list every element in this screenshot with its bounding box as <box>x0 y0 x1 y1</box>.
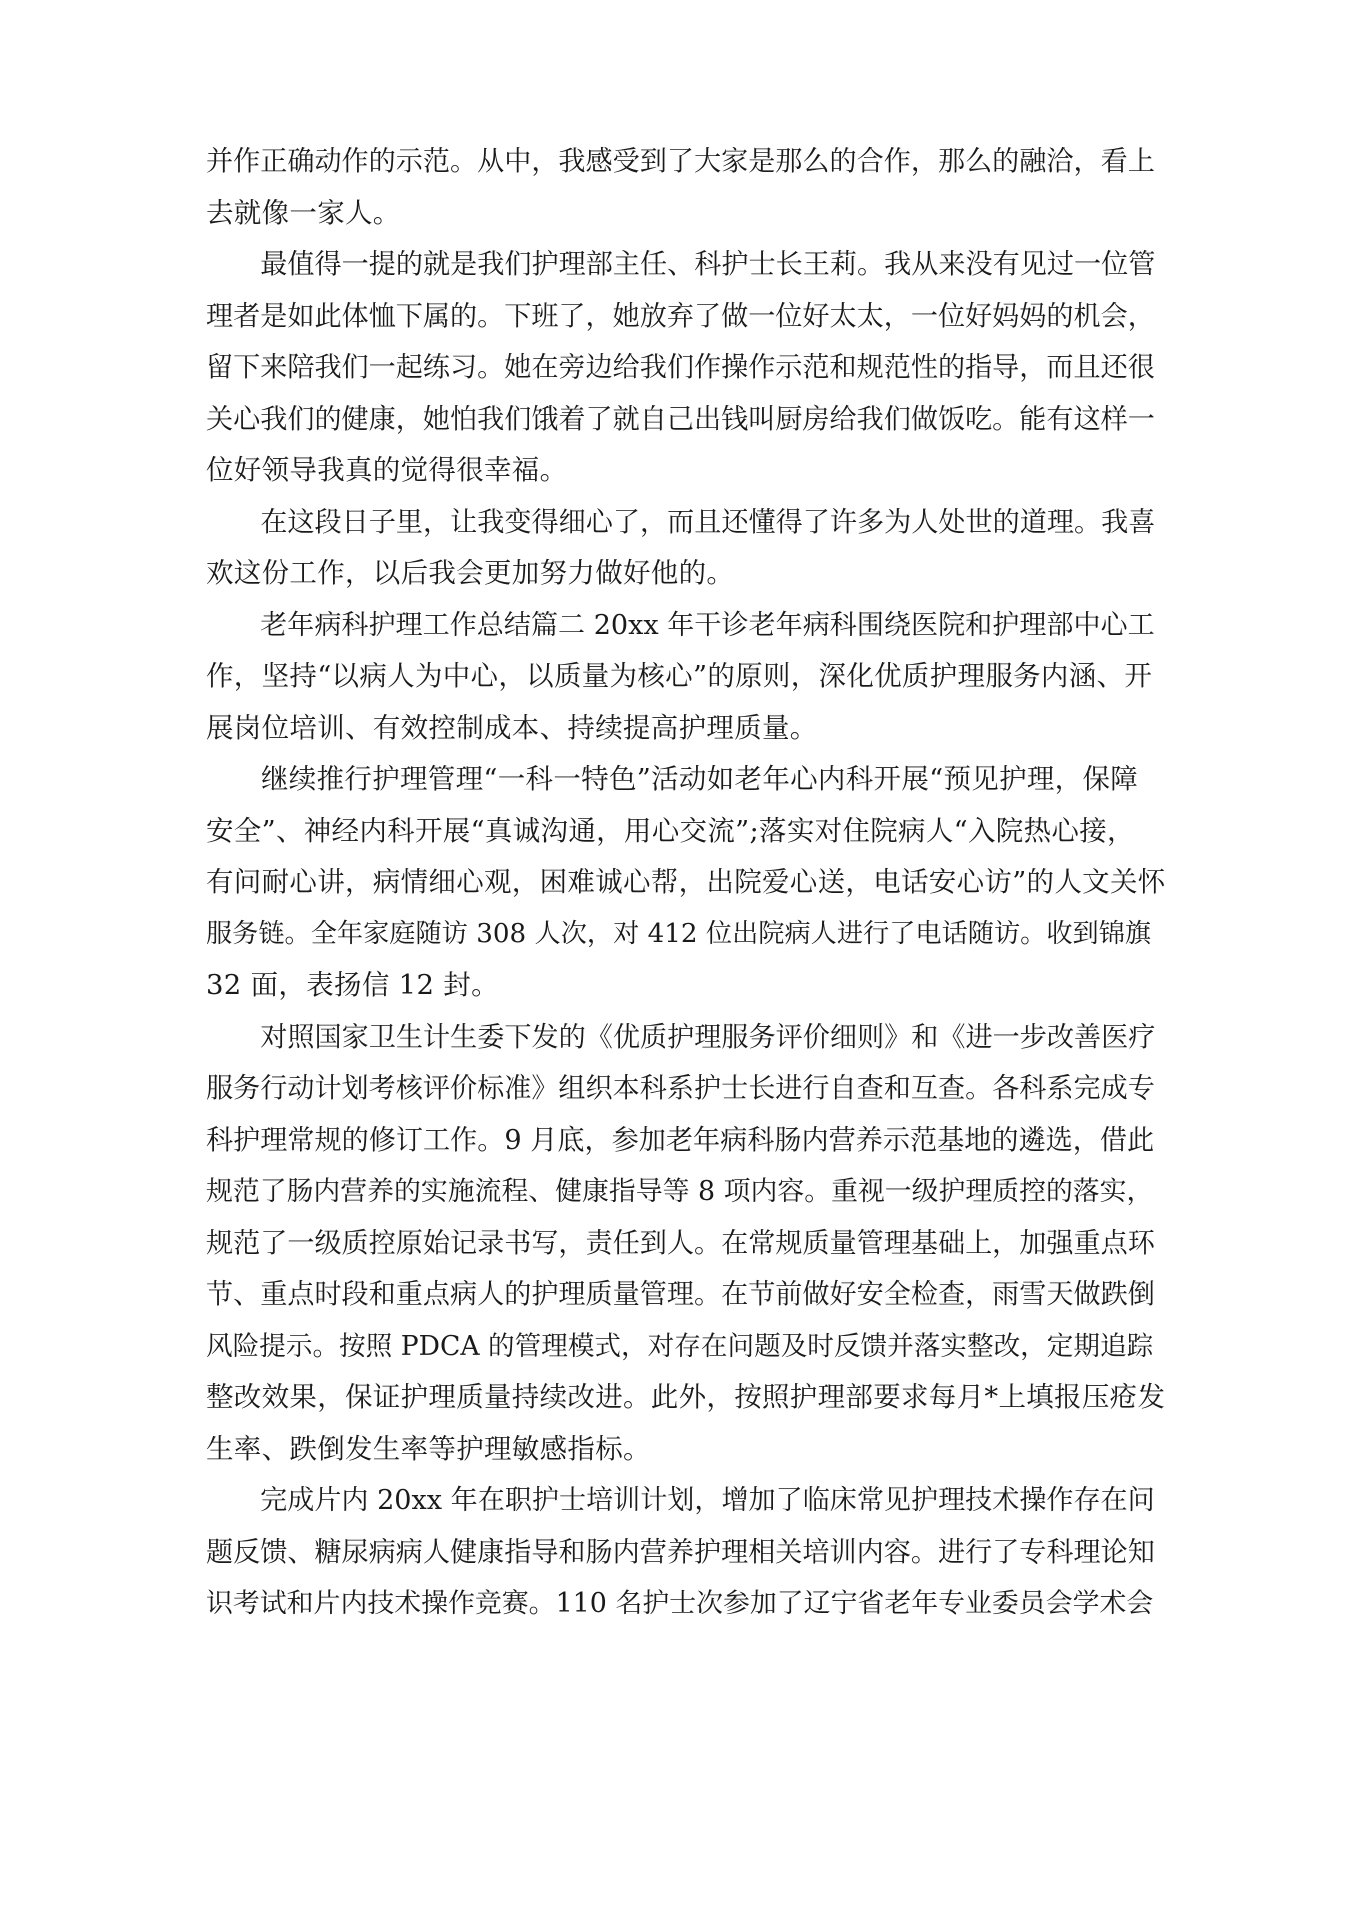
paragraph-line: 并作正确动作的示范。从中，我感受到了大家是那么的合作，那么的融洽，看上 <box>206 146 1155 177</box>
paragraph-line: 在这段日子里，让我变得细心了，而且还懂得了许多为人处世的道理。我喜 <box>260 506 1156 538</box>
paragraph-line: 老年病科护理工作总结篇二 20xx 年干诊老年病科围绕医院和护理部中心工 <box>260 609 1155 641</box>
paragraph <box>206 497 1166 600</box>
paragraph-line: 生率、跌倒发生率等护理敏感指标。 <box>206 1432 651 1465</box>
paragraph <box>206 1475 1166 1630</box>
paragraph-line: 去就像一家人。 <box>206 196 401 229</box>
paragraph-line: 关心我们的健康，她怕我们饿着了就自己出钱叫厨房给我们做饭吃。能有这样一 <box>206 403 1155 435</box>
paragraph-line: 服务行动计划考核评价标准》组织本科系护士长进行自查和互查。各科系完成专 <box>206 1073 1155 1104</box>
paragraph-line: 风险提示。按照 PDCA 的管理模式，对存在问题及时反馈并落实整改，定期追踪 <box>206 1330 1154 1362</box>
paragraph-line: 理者是如此体恤下属的。下班了，她放弃了做一位好太太，一位好妈妈的机会， <box>206 300 1155 332</box>
paragraph-line: 整改效果，保证护理质量持续改进。此外，按照护理部要求每月*上填报压疮发 <box>206 1381 1166 1413</box>
paragraph-line: 科护理常规的修订工作。9 月底，参加老年病科肠内营养示范基地的遴选，借此 <box>206 1124 1155 1156</box>
paragraph-line: 最值得一提的就是我们护理部主任、科护士长王莉。我从来没有见过一位管 <box>260 249 1156 280</box>
paragraph-line: 规范了肠内营养的实施流程、健康指导等 8 项内容。重视一级护理质控的落实， <box>206 1176 1154 1207</box>
paragraph-line: 安全”、神经内科开展“真诚沟通，用心交流”;落实对住院病人“入院热心接， <box>206 814 1135 847</box>
paragraph <box>206 239 1166 497</box>
paragraph-line: 有问耐心讲，病情细心观，困难诚心帮，出院爱心送，电话安心访”的人文关怀 <box>206 866 1166 898</box>
paragraph <box>206 600 1166 755</box>
paragraph <box>206 136 1166 239</box>
paragraph-line: 32 面，表扬信 12 封。 <box>206 969 499 1001</box>
paragraph-line: 规范了一级质控原始记录书写，责任到人。在常规质量管理基础上，加强重点环 <box>206 1227 1155 1259</box>
paragraph-line: 识考试和片内技术操作竞赛。110 名护士次参加了辽宁省老年专业委员会学术会 <box>206 1588 1154 1619</box>
paragraph-line: 服务链。全年家庭随访 308 人次，对 412 位出院病人进行了电话随访。收到锦旗 <box>206 918 1152 949</box>
paragraph <box>206 754 1166 1012</box>
paragraph-line: 欢这份工作，以后我会更加努力做好他的。 <box>206 557 735 589</box>
paragraph-line: 作，坚持“以病人为中心，以质量为核心”的原则，深化优质护理服务内涵、开 <box>206 660 1153 692</box>
paragraph-line: 继续推行护理管理“一科一特色”活动如老年心内科开展“预见护理，保障 <box>261 763 1139 795</box>
paragraph-line: 题反馈、糖尿病病人健康指导和肠内营养护理相关培训内容。进行了专科理论知 <box>206 1536 1155 1568</box>
paragraph <box>206 1012 1166 1476</box>
paragraph-line: 完成片内 20xx 年在职护士培训计划，增加了临床常见护理技术操作存在问 <box>260 1485 1155 1516</box>
paragraph-line: 位好领导我真的觉得很幸福。 <box>206 454 568 486</box>
document-body <box>206 136 1166 1630</box>
paragraph-line: 对照国家卫生计生委下发的《优质护理服务评价细则》和《进一步改善医疗 <box>260 1021 1156 1053</box>
paragraph-line: 留下来陪我们一起练习。她在旁边给我们作操作示范和规范性的指导，而且还很 <box>206 352 1155 383</box>
paragraph-line: 节、重点时段和重点病人的护理质量管理。在节前做好安全检查，雨雪天做跌倒 <box>206 1279 1155 1310</box>
paragraph-line: 展岗位培训、有效控制成本、持续提高护理质量。 <box>206 711 818 744</box>
